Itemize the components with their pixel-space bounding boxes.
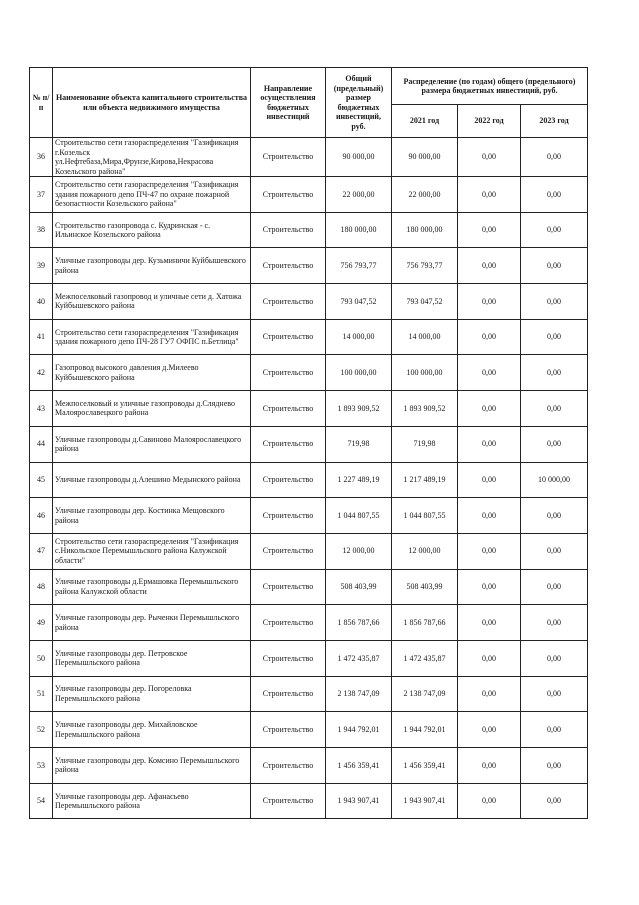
- amount-2021: 508 403,99: [392, 569, 458, 605]
- amount-2022: 0,00: [458, 748, 521, 784]
- total-amount: 14 000,00: [326, 319, 392, 355]
- row-number: 54: [30, 783, 53, 819]
- table-row: [30, 355, 588, 391]
- amount-2023: 10 000,00: [521, 462, 588, 498]
- total-amount: 793 047,52: [326, 284, 392, 320]
- table-row: [30, 640, 588, 676]
- amount-2022: 0,00: [458, 712, 521, 748]
- amount-2023: 0,00: [521, 533, 588, 569]
- table-row: [30, 426, 588, 462]
- investment-direction: Строительство: [251, 783, 326, 819]
- row-number: 40: [30, 284, 53, 320]
- amount-2021: 14 000,00: [392, 319, 458, 355]
- table-row: [30, 138, 588, 177]
- investment-direction: Строительство: [251, 462, 326, 498]
- total-amount: 2 138 747,09: [326, 676, 392, 712]
- amount-2022: 0,00: [458, 498, 521, 534]
- amount-2022: 0,00: [458, 426, 521, 462]
- table-row: [30, 783, 588, 819]
- amount-2023: 0,00: [521, 284, 588, 320]
- amount-2023: 0,00: [521, 426, 588, 462]
- table-row: [30, 533, 588, 569]
- amount-2022: 0,00: [458, 783, 521, 819]
- object-name: Уличные газопроводы дер. Комсино Перемышльского района: [53, 748, 251, 784]
- table-row: [30, 177, 588, 213]
- row-number: 43: [30, 391, 53, 427]
- total-amount: 12 000,00: [326, 533, 392, 569]
- header-distribution: Распределение (по годам) общего (предельного) размера бюджетных инвестиций, руб.: [392, 68, 588, 105]
- amount-2023: 0,00: [521, 569, 588, 605]
- object-name: Газопровод высокого давления д.Милеево Куйбышевского района: [53, 355, 251, 391]
- object-name: Уличные газопроводы дер. Кузьминичи Куйбышевского района: [53, 248, 251, 284]
- amount-2023: 0,00: [521, 498, 588, 534]
- object-name: Уличные газопроводы дер. Погореловка Перемышльского района: [53, 676, 251, 712]
- amount-2022: 0,00: [458, 319, 521, 355]
- amount-2022: 0,00: [458, 355, 521, 391]
- object-name: Уличные газопроводы дер. Афанасьево Перемышльского района: [53, 783, 251, 819]
- row-number: 51: [30, 676, 53, 712]
- row-number: 41: [30, 319, 53, 355]
- table-row: [30, 462, 588, 498]
- table-header: [30, 68, 588, 138]
- total-amount: 508 403,99: [326, 569, 392, 605]
- amount-2022: 0,00: [458, 177, 521, 213]
- amount-2021: 1 472 435,87: [392, 640, 458, 676]
- amount-2021: 100 000,00: [392, 355, 458, 391]
- investment-direction: Строительство: [251, 640, 326, 676]
- total-amount: 1 944 792,01: [326, 712, 392, 748]
- object-name: Строительство сети газораспределения "Газификация здания пожарного депо ПЧ-47 по охране пожарной безопастности Козельского района": [53, 177, 251, 213]
- object-name: Уличные газопроводы дер. Рыченки Перемышльского района: [53, 605, 251, 641]
- table-row: [30, 212, 588, 248]
- object-name: Строительство сети газораспределения "Газификация г.Козельск ул.Нефтебаза,Мира,Фрунзе,Кирова,Некрасова Козельского района": [53, 138, 251, 177]
- total-amount: 1 943 907,41: [326, 783, 392, 819]
- total-amount: 1 044 807,55: [326, 498, 392, 534]
- row-number: 47: [30, 533, 53, 569]
- amount-2021: 90 000,00: [392, 138, 458, 177]
- header-object-name: Наименование объекта капитального строительства или объекта недвижимого имущества: [53, 68, 251, 138]
- object-name: Межпоселковый и уличные газопроводы д.Сляднево Малоярославецкого района: [53, 391, 251, 427]
- table-row: [30, 248, 588, 284]
- total-amount: 100 000,00: [326, 355, 392, 391]
- header-year-2021: 2021 год: [392, 105, 458, 138]
- investment-direction: Строительство: [251, 284, 326, 320]
- amount-2023: 0,00: [521, 605, 588, 641]
- object-name: Строительство сети газораспределения "Газификация с.Никольское Перемышльского района Калужской области": [53, 533, 251, 569]
- amount-2021: 1 856 787,66: [392, 605, 458, 641]
- object-name: Уличные газопроводы д.Савиново Малоярославецкого района: [53, 426, 251, 462]
- row-number: 36: [30, 138, 53, 177]
- row-number: 50: [30, 640, 53, 676]
- object-name: Уличные газопроводы дер. Костинка Мещовского района: [53, 498, 251, 534]
- table-row: [30, 319, 588, 355]
- investment-table: [29, 67, 588, 819]
- row-number: 46: [30, 498, 53, 534]
- object-name: Уличные газопроводы дер. Михайловское Перемышльского района: [53, 712, 251, 748]
- amount-2023: 0,00: [521, 355, 588, 391]
- investment-direction: Строительство: [251, 533, 326, 569]
- row-number: 42: [30, 355, 53, 391]
- row-number: 38: [30, 212, 53, 248]
- table-row: [30, 284, 588, 320]
- amount-2021: 1 456 359,41: [392, 748, 458, 784]
- amount-2021: 793 047,52: [392, 284, 458, 320]
- amount-2023: 0,00: [521, 319, 588, 355]
- amount-2023: 0,00: [521, 783, 588, 819]
- header-year-2022: 2022 год: [458, 105, 521, 138]
- total-amount: 22 000,00: [326, 177, 392, 213]
- investment-direction: Строительство: [251, 319, 326, 355]
- row-number: 52: [30, 712, 53, 748]
- total-amount: 180 000,00: [326, 212, 392, 248]
- amount-2022: 0,00: [458, 138, 521, 177]
- amount-2022: 0,00: [458, 533, 521, 569]
- total-amount: 756 793,77: [326, 248, 392, 284]
- total-amount: 1 472 435,87: [326, 640, 392, 676]
- object-name: Уличные газопроводы д.Ермашовка Перемышльского района Калужской области: [53, 569, 251, 605]
- investment-direction: Строительство: [251, 748, 326, 784]
- amount-2021: 756 793,77: [392, 248, 458, 284]
- amount-2021: 180 000,00: [392, 212, 458, 248]
- investment-direction: Строительство: [251, 712, 326, 748]
- investment-direction: Строительство: [251, 676, 326, 712]
- row-number: 48: [30, 569, 53, 605]
- row-number: 49: [30, 605, 53, 641]
- investment-direction: Строительство: [251, 569, 326, 605]
- amount-2021: 719,98: [392, 426, 458, 462]
- total-amount: 1 227 489,19: [326, 462, 392, 498]
- total-amount: 1 856 787,66: [326, 605, 392, 641]
- amount-2023: 0,00: [521, 177, 588, 213]
- amount-2022: 0,00: [458, 391, 521, 427]
- amount-2022: 0,00: [458, 676, 521, 712]
- total-amount: 90 000,00: [326, 138, 392, 177]
- table-body: [30, 138, 588, 819]
- investment-direction: Строительство: [251, 355, 326, 391]
- amount-2023: 0,00: [521, 391, 588, 427]
- amount-2021: 1 943 907,41: [392, 783, 458, 819]
- header-direction: Направление осуществления бюджетных инвестиций: [251, 68, 326, 138]
- amount-2021: 1 893 909,52: [392, 391, 458, 427]
- amount-2021: 2 138 747,09: [392, 676, 458, 712]
- total-amount: 1 893 909,52: [326, 391, 392, 427]
- amount-2022: 0,00: [458, 569, 521, 605]
- amount-2023: 0,00: [521, 640, 588, 676]
- header-num: № п/п: [30, 68, 53, 138]
- total-amount: 719,98: [326, 426, 392, 462]
- investment-direction: Строительство: [251, 605, 326, 641]
- amount-2022: 0,00: [458, 248, 521, 284]
- amount-2023: 0,00: [521, 248, 588, 284]
- amount-2022: 0,00: [458, 640, 521, 676]
- object-name: Межпоселковый газопровод и уличные сети д. Хатожа Куйбышевского района: [53, 284, 251, 320]
- amount-2021: 1 217 489,19: [392, 462, 458, 498]
- investment-direction: Строительство: [251, 426, 326, 462]
- amount-2021: 12 000,00: [392, 533, 458, 569]
- amount-2021: 1 944 792,01: [392, 712, 458, 748]
- amount-2023: 0,00: [521, 212, 588, 248]
- amount-2021: 1 044 807,55: [392, 498, 458, 534]
- table-row: [30, 676, 588, 712]
- table-row: [30, 712, 588, 748]
- investment-direction: Строительство: [251, 138, 326, 177]
- object-name: Уличные газопроводы дер. Петровское Перемышльского района: [53, 640, 251, 676]
- investment-direction: Строительство: [251, 212, 326, 248]
- investment-direction: Строительство: [251, 498, 326, 534]
- amount-2022: 0,00: [458, 462, 521, 498]
- header-year-2023: 2023 год: [521, 105, 588, 138]
- amount-2023: 0,00: [521, 712, 588, 748]
- table-row: [30, 569, 588, 605]
- table-row: [30, 748, 588, 784]
- table-row: [30, 605, 588, 641]
- row-number: 45: [30, 462, 53, 498]
- header-total: Общий (предельный) размер бюджетных инвестиций, руб.: [326, 68, 392, 138]
- object-name: Уличные газопроводы д.Алешино Медынского района: [53, 462, 251, 498]
- row-number: 39: [30, 248, 53, 284]
- object-name: Строительство сети газораспределения "Газификация здания пожарного депо ПЧ-28 ГУ7 ОФПС п.Бетлица": [53, 319, 251, 355]
- amount-2023: 0,00: [521, 748, 588, 784]
- row-number: 44: [30, 426, 53, 462]
- row-number: 53: [30, 748, 53, 784]
- object-name: Строительство газопровода с. Кудринская - с. Ильинское Козельского района: [53, 212, 251, 248]
- amount-2023: 0,00: [521, 138, 588, 177]
- amount-2021: 22 000,00: [392, 177, 458, 213]
- row-number: 37: [30, 177, 53, 213]
- amount-2022: 0,00: [458, 605, 521, 641]
- investment-direction: Строительство: [251, 177, 326, 213]
- investment-direction: Строительство: [251, 391, 326, 427]
- amount-2023: 0,00: [521, 676, 588, 712]
- amount-2022: 0,00: [458, 212, 521, 248]
- table-row: [30, 391, 588, 427]
- table-row: [30, 498, 588, 534]
- investment-direction: Строительство: [251, 248, 326, 284]
- amount-2022: 0,00: [458, 284, 521, 320]
- total-amount: 1 456 359,41: [326, 748, 392, 784]
